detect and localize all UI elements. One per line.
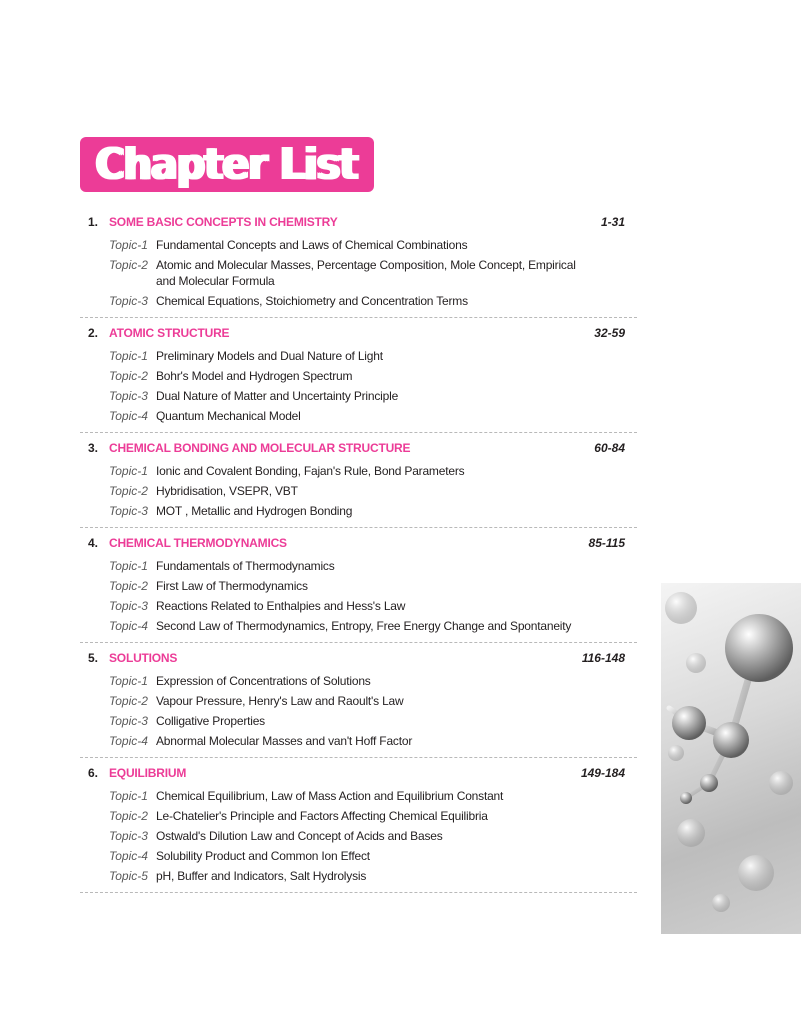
topic-label: Topic-2 [109,694,148,708]
topic-label: Topic-5 [109,869,148,883]
topic-label: Topic-2 [109,809,148,823]
topic-label: Topic-3 [109,389,148,403]
chapter-title: SOLUTIONS [109,651,178,665]
topic-item [80,866,637,886]
chapter-page-range: 85-115 [588,536,625,550]
topic-title: Ostwald's Dilution Law and Concept of Acids and Bases [156,829,443,843]
topic-title: Hybridisation, VSEPR, VBT [156,484,298,498]
chapter-number: 4. [88,536,99,550]
topic-item [80,255,637,291]
topic-item [80,616,637,636]
chapter-header [80,326,637,346]
topic-item [80,366,637,386]
chapter-number: 2. [88,326,99,340]
topic-item [80,671,637,691]
chapter-number: 1. [88,215,99,229]
topic-title: Le-Chatelier's Principle and Factors Affecting Chemical Equilibria [156,809,488,823]
topic-label: Topic-2 [109,258,148,272]
topic-label: Topic-4 [109,734,148,748]
molecule-illustration-icon [661,583,801,934]
topic-title: Fundamental Concepts and Laws of Chemical Combinations [156,238,468,252]
topic-item [80,235,637,255]
topic-label: Topic-3 [109,829,148,843]
chapter-number: 6. [88,766,99,780]
topic-label: Topic-4 [109,619,148,633]
topic-label: Topic-3 [109,294,148,308]
chapter-number: 5. [88,651,99,665]
topic-item [80,576,637,596]
chapter-section [80,536,637,643]
topic-item [80,481,637,501]
topic-title: Bohr's Model and Hydrogen Spectrum [156,369,353,383]
topic-title: Fundamentals of Thermodynamics [156,559,335,573]
topic-title: Second Law of Thermodynamics, Entropy, Free Energy Change and Spontaneity [156,619,572,633]
topic-label: Topic-1 [109,238,148,252]
chapter-section [80,326,637,433]
chapter-header [80,536,637,556]
topic-title: Ionic and Covalent Bonding, Fajan's Rule, Bond Parameters [156,464,465,478]
topic-title: First Law of Thermodynamics [156,579,308,593]
chapter-title: CHEMICAL THERMODYNAMICS [109,536,287,550]
chapter-page-range: 149-184 [580,766,625,780]
topic-title: Solubility Product and Common Ion Effect [156,849,370,863]
topic-item [80,826,637,846]
topic-title: Abnormal Molecular Masses and van't Hoff Factor [156,734,413,748]
topic-title: Dual Nature of Matter and Uncertainty Principle [156,389,399,403]
chapter-list-title-banner [80,137,374,192]
molecule-graphic [661,583,801,934]
topic-label: Topic-1 [109,349,148,363]
topic-title: Expression of Concentrations of Solutions [156,674,371,688]
topic-item [80,731,637,751]
chapter-title: CHEMICAL BONDING AND MOLECULAR STRUCTURE [109,441,411,455]
topic-item [80,291,637,311]
topic-item [80,461,637,481]
topic-title: Chemical Equilibrium, Law of Mass Action and Equilibrium Constant [156,789,504,803]
topic-label: Topic-4 [109,409,148,423]
topic-title: Atomic and Molecular Masses, Percentage Composition, Mole Concept, Empirical and Molecular Formula [156,258,576,288]
topic-item [80,386,637,406]
topic-label: Topic-1 [109,464,148,478]
topic-title: pH, Buffer and Indicators, Salt Hydrolysis [156,869,367,883]
topic-title: Quantum Mechanical Model [156,409,301,423]
chapter-section [80,215,637,318]
topic-item [80,786,637,806]
topic-label: Topic-3 [109,599,148,613]
topic-label: Topic-3 [109,504,148,518]
topic-item [80,501,637,521]
chapter-page-range: 60-84 [594,441,625,455]
topic-item [80,711,637,731]
chapter-header [80,766,637,786]
chapter-title: ATOMIC STRUCTURE [109,326,230,340]
chapter-page-range: 1-31 [600,215,625,229]
topic-label: Topic-1 [109,674,148,688]
topic-title: Preliminary Models and Dual Nature of Light [156,349,383,363]
chapter-header [80,441,637,461]
topic-item [80,691,637,711]
topic-label: Topic-2 [109,484,148,498]
topic-label: Topic-2 [109,579,148,593]
topic-title: Vapour Pressure, Henry's Law and Raoult's Law [156,694,404,708]
table-of-contents [80,215,637,901]
chapter-section [80,766,637,893]
chapter-header [80,215,637,235]
topic-title: MOT , Metallic and Hydrogen Bonding [156,504,353,518]
topic-item [80,556,637,576]
page-title: Chapter List [96,138,358,190]
topic-label: Topic-1 [109,789,148,803]
chapter-number: 3. [88,441,99,455]
topic-label: Topic-3 [109,714,148,728]
chapter-page-range: 116-148 [581,651,625,665]
topic-title: Chemical Equations, Stoichiometry and Concentration Terms [156,294,468,308]
topic-item [80,846,637,866]
chapter-page-range: 32-59 [594,326,625,340]
chapter-section [80,441,637,528]
topic-label: Topic-2 [109,369,148,383]
topic-title: Colligative Properties [156,714,265,728]
topic-item [80,596,637,616]
chapter-section [80,651,637,758]
topic-label: Topic-4 [109,849,148,863]
chapter-title: SOME BASIC CONCEPTS IN CHEMISTRY [109,215,338,229]
topic-item [80,406,637,426]
chapter-header [80,651,637,671]
topic-title: Reactions Related to Enthalpies and Hess's Law [156,599,406,613]
chapter-title: EQUILIBRIUM [109,766,187,780]
topic-item [80,346,637,366]
topic-label: Topic-1 [109,559,148,573]
topic-item [80,806,637,826]
